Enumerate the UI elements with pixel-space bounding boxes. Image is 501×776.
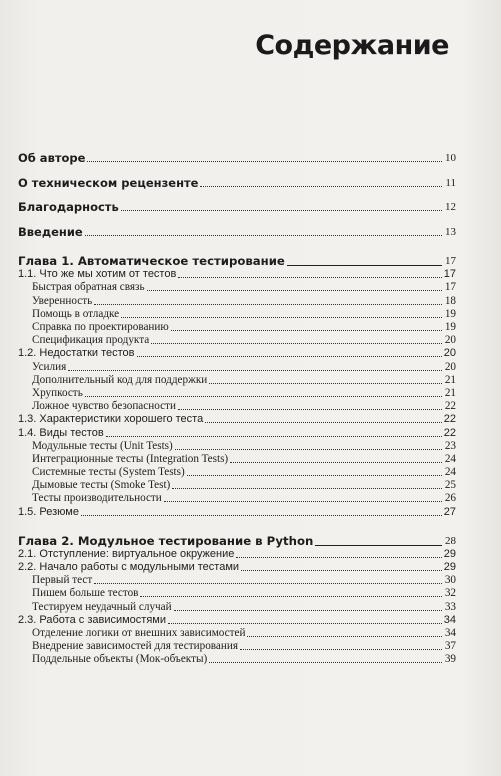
toc-entry-label: О техническом рецензенте	[18, 175, 199, 190]
toc-entry[interactable]	[18, 639, 456, 652]
toc-chapter-1[interactable]	[18, 251, 456, 267]
toc-entry-label: Тесты производительности	[32, 492, 162, 505]
toc-page-number: 23	[444, 439, 456, 452]
dot-leader	[121, 316, 442, 318]
toc-page-number: 18	[444, 294, 456, 307]
toc-entry[interactable]	[18, 652, 456, 665]
dot-leader	[171, 329, 442, 331]
toc-entry[interactable]	[18, 491, 456, 504]
toc-entry-label: Спецификация продукта	[32, 334, 150, 347]
toc-entry[interactable]	[18, 425, 456, 438]
dot-leader	[240, 648, 442, 650]
toc-page-number: 24	[444, 466, 456, 479]
toc-page-number: 20	[444, 360, 456, 373]
toc-page-number: 30	[444, 574, 456, 587]
toc-entry-label: Ложное чувство безопасности	[32, 400, 176, 413]
toc-entry-label: Усилия	[32, 360, 67, 373]
toc-page-number: 24	[444, 452, 456, 465]
page-title: Содержание	[255, 30, 449, 61]
dot-leader	[85, 234, 442, 236]
dot-leader	[137, 355, 442, 357]
toc-page-number: 17	[444, 281, 456, 294]
toc-page-number: 20	[443, 347, 456, 360]
toc-page-number: 17	[445, 255, 456, 268]
toc-page-number: 25	[444, 479, 456, 492]
toc-page-number: 33	[444, 600, 456, 613]
toc-entry-label: Хрупкость	[32, 386, 83, 399]
toc-entry[interactable]	[18, 452, 456, 465]
toc-entry[interactable]	[18, 346, 456, 359]
toc-entry-introduction[interactable]	[18, 222, 456, 238]
toc-page-number: 11	[445, 176, 456, 189]
toc-entry-label: Справка по проектированию	[32, 321, 169, 333]
dot-leader	[175, 448, 442, 450]
toc-entry-about-author[interactable]	[18, 148, 456, 164]
toc-entry-label: 1.2. Недостатки тестов	[18, 347, 135, 360]
toc-entry[interactable]	[18, 280, 456, 293]
toc-page-number: 21	[444, 386, 456, 399]
toc-page-number: 17	[443, 268, 456, 281]
toc-page-number: 26	[444, 492, 456, 505]
toc-entry-label: Отделение логики от внешних зависимостей	[32, 626, 246, 639]
toc-page-number: 29	[443, 547, 456, 560]
dot-leader	[241, 569, 442, 571]
toc-page-number: 22	[443, 426, 456, 439]
dot-leader	[174, 609, 442, 611]
toc-entry-acknowledgements[interactable]	[18, 197, 456, 213]
dot-leader	[81, 514, 442, 516]
toc-page-number: 12	[445, 201, 456, 214]
toc-entry[interactable]	[18, 439, 456, 452]
toc-chapter-2[interactable]	[18, 531, 456, 547]
toc-entry[interactable]	[18, 399, 456, 412]
toc-entry[interactable]	[18, 586, 456, 599]
toc-entry[interactable]	[18, 504, 456, 517]
leader-line	[315, 544, 442, 546]
toc-entry-label: Быстрая обратная связь	[32, 281, 145, 294]
toc-page-number: 20	[444, 334, 456, 347]
dot-leader	[200, 185, 442, 187]
toc-chapter-label: Глава 2. Модульное тестирование в Python	[18, 533, 314, 548]
dot-leader	[172, 487, 442, 489]
dot-leader	[230, 461, 442, 463]
toc-entry-label: Введение	[18, 225, 83, 240]
toc-entry[interactable]	[18, 412, 456, 425]
toc-entry[interactable]	[18, 626, 456, 639]
dot-leader	[209, 382, 442, 384]
toc-entry[interactable]	[18, 320, 456, 333]
toc-entry[interactable]	[18, 359, 456, 372]
dot-leader	[94, 582, 442, 584]
dot-leader	[209, 661, 442, 663]
dot-leader	[178, 276, 441, 278]
toc-page-number: 34	[444, 626, 456, 639]
dot-leader	[68, 369, 442, 371]
dot-leader	[85, 395, 442, 397]
toc-entry-label: Уверенность	[32, 294, 93, 307]
toc-entry[interactable]	[18, 478, 456, 491]
toc-page-number: 21	[444, 373, 456, 386]
toc-entry[interactable]	[18, 599, 456, 612]
toc-entry-reviewer[interactable]	[18, 173, 456, 189]
dot-leader	[147, 289, 442, 291]
dot-leader	[168, 622, 442, 624]
toc-page-number: 39	[444, 653, 456, 666]
toc-entry[interactable]	[18, 333, 456, 346]
toc-entry-label: 2.1. Отступление: виртуальное окружение	[18, 547, 235, 560]
toc-entry-label: Внедрение зависимостей для тестирования	[32, 640, 239, 653]
toc-entry-label: Дополнительный код для поддержки	[32, 373, 208, 386]
dot-leader	[187, 474, 442, 476]
dot-leader	[151, 342, 442, 344]
toc-page-number: 37	[444, 640, 456, 653]
dot-leader	[205, 421, 442, 423]
toc-page-number: 22	[443, 413, 456, 426]
toc-entry[interactable]	[18, 386, 456, 399]
toc-entry-label: Первый тест	[32, 574, 93, 587]
toc-page-number: 19	[444, 307, 456, 320]
toc-entry-label: Дымовые тесты (Smoke Test)	[32, 479, 171, 492]
toc-page-number: 19	[444, 321, 456, 333]
toc-entry-label: Об авторе	[18, 151, 86, 165]
toc-entry[interactable]	[18, 613, 456, 626]
toc-page-number: 27	[443, 505, 456, 518]
toc-page-number: 34	[443, 613, 456, 626]
toc-entry[interactable]	[18, 293, 456, 306]
dot-leader	[247, 635, 442, 637]
toc-page-number: 28	[445, 534, 456, 547]
dot-leader	[106, 435, 442, 437]
toc-entry-label: 1.3. Характеристики хорошего теста	[18, 413, 204, 426]
toc-entry[interactable]	[18, 465, 456, 478]
toc-entry-label: 2.2. Начало работы с модульными тестами	[18, 561, 240, 573]
toc-chapter-label: Глава 1. Автоматическое тестирование	[18, 254, 285, 269]
toc-page-number: 13	[445, 226, 456, 239]
table-of-contents	[18, 142, 456, 665]
dot-leader	[178, 408, 442, 410]
dot-leader	[164, 500, 442, 502]
dot-leader	[87, 160, 442, 162]
toc-entry[interactable]	[18, 547, 456, 560]
toc-page-number: 22	[444, 400, 456, 413]
toc-entry-label: Поддельные объекты (Мок-объекты)	[32, 653, 208, 666]
dot-leader	[236, 556, 441, 558]
toc-entry-label: 2.3. Работа с зависимостями	[18, 613, 166, 626]
toc-entry-label: 1.5. Резюме	[18, 505, 79, 518]
toc-entry[interactable]	[18, 560, 456, 573]
toc-entry[interactable]	[18, 573, 456, 586]
dot-leader	[94, 303, 442, 305]
leader-line	[287, 264, 442, 266]
toc-page-number: 29	[443, 561, 456, 573]
toc-entry-label: Помощь в отладке	[32, 307, 120, 320]
dot-leader	[121, 209, 442, 211]
toc-entry[interactable]	[18, 307, 456, 320]
toc-entry-label: Интеграционные тесты (Integration Tests)	[32, 452, 229, 465]
toc-page-number: 10	[445, 152, 456, 164]
toc-entry[interactable]	[18, 267, 456, 280]
toc-entry-label: Благодарность	[18, 200, 119, 215]
dot-leader	[140, 595, 442, 597]
toc-page-number: 32	[444, 587, 456, 600]
toc-entry-label: 1.4. Виды тестов	[18, 426, 104, 439]
toc-entry-label: Модульные тесты (Unit Tests)	[32, 439, 173, 452]
toc-entry-label: Системные тесты (System Tests)	[32, 466, 185, 479]
toc-entry[interactable]	[18, 373, 456, 386]
toc-entry-label: Тестируем неудачный случай	[32, 600, 172, 613]
toc-entry-label: 1.1. Что же мы хотим от тестов	[18, 268, 177, 281]
toc-entry-label: Пишем больше тестов	[32, 587, 139, 600]
